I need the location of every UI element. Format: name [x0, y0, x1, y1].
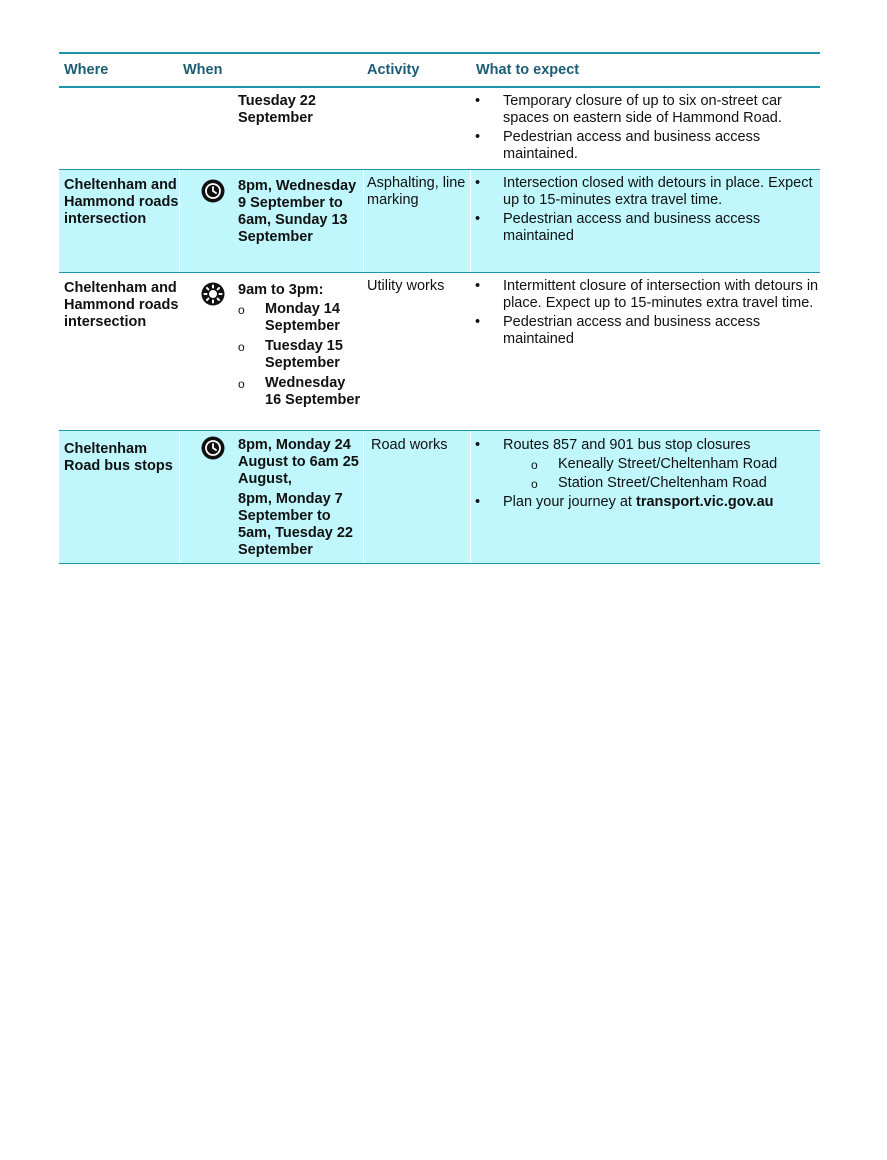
where-cell: Cheltenham and Hammond roads intersection [64, 280, 179, 330]
expect-cell [475, 437, 820, 513]
where-cell: Cheltenham and Hammond roads intersection [64, 177, 179, 227]
when-range-a: 8pm, Monday 24 August to 6am 25 August, [238, 437, 359, 487]
table-row [59, 273, 820, 431]
when-intro: 9am to 3pm: [238, 282, 324, 298]
activity-cell: Road works [371, 437, 448, 453]
clock-icon [201, 436, 225, 460]
sub-item: o Keneally Street/Cheltenham Road [503, 456, 820, 473]
clock-icon [201, 179, 225, 203]
transport-link[interactable]: transport.vic.gov.au [636, 494, 774, 510]
table-row [59, 431, 820, 564]
when-cell: 8pm, Wednesday 9 September to 6am, Sunday 13 September [238, 178, 357, 245]
expect-item: • Pedestrian access and business access maintained. [475, 129, 820, 163]
expect-item: • Pedestrian access and business access maintained [475, 211, 820, 245]
expect-item [475, 494, 820, 511]
when-range-b: 8pm, Monday 7 September to 5am, Tuesday 22 September [238, 491, 353, 558]
table-row [59, 170, 820, 273]
when-cell [238, 282, 362, 412]
header-what-to-expect: What to expect [476, 62, 580, 78]
sub-item: o Station Street/Cheltenham Road [503, 475, 820, 492]
when-day: o Monday 14 September [238, 301, 362, 335]
when-cell [238, 437, 362, 559]
sun-icon [201, 282, 225, 306]
expect-item: • Temporary closure of up to six on-street car spaces on eastern side of Hammond Road. [475, 93, 820, 127]
header-activity: Activity [367, 62, 420, 78]
when-day: o Wednesday 16 September [238, 375, 362, 409]
expect-cell [475, 93, 820, 165]
expect-cell [475, 175, 820, 247]
roadworks-table [59, 52, 820, 564]
when-cell: Tuesday 22 September [238, 93, 316, 126]
activity-cell: Utility works [367, 278, 445, 294]
activity-cell: Asphalting, line marking [367, 175, 466, 208]
expect-item: • Intermittent closure of intersection with detours in place. Expect up to 15-minutes extra travel time. [475, 278, 820, 312]
expect-item: • Pedestrian access and business access maintained [475, 314, 820, 348]
header-when: When [183, 62, 223, 78]
header-where: Where [64, 62, 109, 78]
expect-item: • Intersection closed with detours in place. Expect up to 15-minutes extra travel time. [475, 175, 820, 209]
expect-cell [475, 278, 820, 350]
expect-text: Plan your journey at [503, 494, 636, 510]
table-header [59, 52, 820, 88]
when-day: o Tuesday 15 September [238, 338, 362, 372]
expect-item [475, 437, 820, 492]
table-row [59, 88, 820, 170]
expect-text: Routes 857 and 901 bus stop closures [503, 437, 751, 453]
where-cell: Cheltenham Road bus stops [64, 441, 173, 474]
